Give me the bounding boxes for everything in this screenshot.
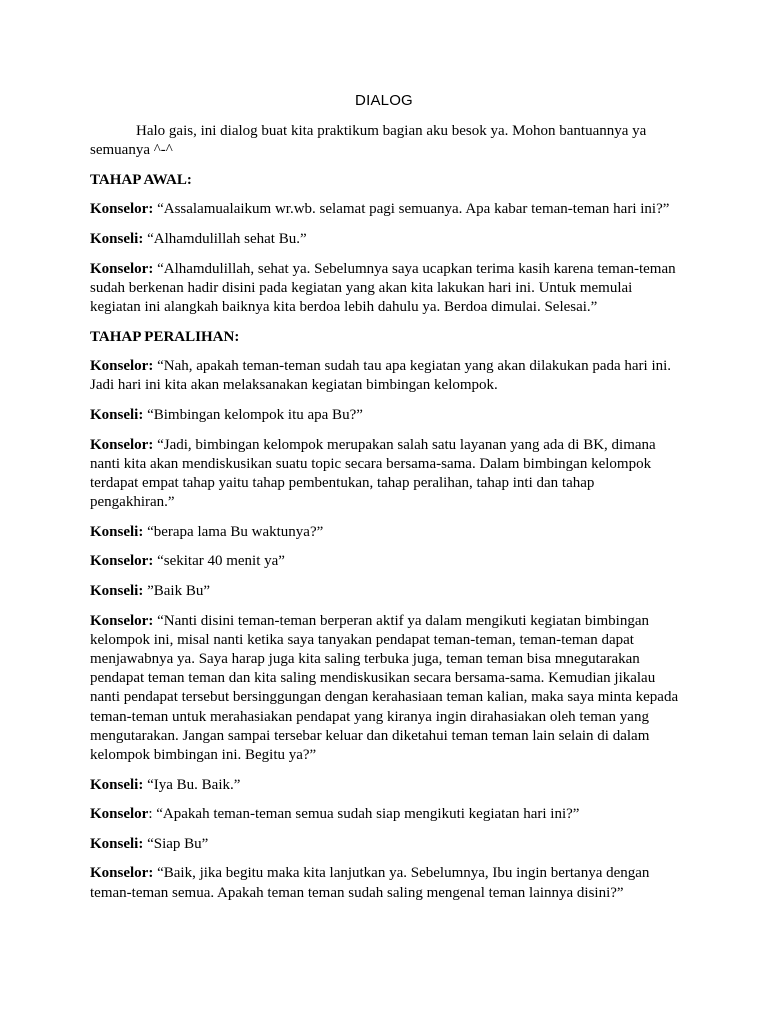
dialog-text: “Alhamdulillah, sehat ya. Sebelumnya saya ucapkan terima kasih karena teman-teman sudah berkenan hadir disini pada kegiatan yang akan kita lakukan hari ini. Untuk memulai kegiatan ini alangkah baiknya kita berdoa lebih dahulu ya. Berdoa dimulai. Selesai.” <box>90 260 676 315</box>
speaker-label: Konselor: <box>90 865 154 882</box>
speaker-label: Konselor <box>90 806 149 823</box>
speaker-label: Konseli: <box>90 523 144 540</box>
speaker-label: Konselor: <box>90 201 154 218</box>
speaker-label: Konseli: <box>90 230 144 247</box>
dialog-line <box>90 260 682 318</box>
dialog-text: “Bimbingan kelompok itu apa Bu?” <box>143 406 363 423</box>
dialog-text: ”Baik Bu” <box>143 582 210 599</box>
dialog-line <box>90 523 682 542</box>
dialog-line <box>90 835 682 854</box>
speaker-label: Konseli: <box>90 406 144 423</box>
dialog-line <box>90 776 682 795</box>
speaker-label: Konseli: <box>90 776 144 793</box>
speaker-label: Konselor: <box>90 553 154 570</box>
dialog-line <box>90 612 682 766</box>
dialog-line <box>90 582 682 601</box>
dialog-line <box>90 230 682 249</box>
dialog-text: “sekitar 40 menit ya” <box>153 553 285 570</box>
dialog-line <box>90 552 682 571</box>
document-body <box>90 122 682 913</box>
dialog-text: “Baik, jika begitu maka kita lanjutkan ya. Sebelumnya, Ibu ingin bertanya dengan teman-teman semua. Apakah teman teman sudah saling mengenal teman lainnya disini?” <box>90 865 650 901</box>
dialog-text: “Assalamualaikum wr.wb. selamat pagi semuanya. Apa kabar teman-teman hari ini?” <box>153 201 670 218</box>
section-heading: TAHAP AWAL: <box>90 171 192 188</box>
speaker-label: Konselor: <box>90 260 154 277</box>
dialog-text: “berapa lama Bu waktunya?” <box>143 523 324 540</box>
dialog-line <box>90 805 682 824</box>
dialog-line <box>90 357 682 395</box>
dialog-text: “Siap Bu” <box>143 835 209 852</box>
dialog-line <box>90 200 682 219</box>
speaker-label: Konselor: <box>90 358 154 375</box>
speaker-label: Konselor: <box>90 436 154 453</box>
dialog-text: “Nanti disini teman-teman berperan aktif ya dalam mengikuti kegiatan bimbingan kelompok ini, misal nanti ketika saya tanyakan pendapat teman-teman, teman-teman dapat menjawabnya ya. Saya harap juga kita saling terbuka juga, teman teman bisa mnegutarakan pendapat teman teman dan kita saling mendiskusikan secara bersama-sama. Kemudian jikalau nanti pendapat tersebut bersinggungan dengan kerahasiaan teman kalian, maka saya minta kepada teman-teman untuk merahasiakan pendapat yang kiranya ingin dirahasiakan oleh teman yang mengutarakan. Jangan sampai tersebar keluar dan diketahui teman teman lain selain di dalam kelompok bimbingan ini. Begitu ya?” <box>90 612 679 763</box>
dialog-text: “Iya Bu. Baik.” <box>143 776 241 793</box>
speaker-label: Konseli: <box>90 835 144 852</box>
dialog-line <box>90 406 682 425</box>
section-heading: TAHAP PERALIHAN: <box>90 328 240 345</box>
dialog-line <box>90 864 682 902</box>
dialog-text: “Jadi, bimbingan kelompok merupakan salah satu layanan yang ada di BK, dimana nanti kita akan mendiskusikan suatu topic secara bersama-sama. Dalam bimbingan kelompok terdapat empat tahap yaitu tahap pembentukan, tahap peralihan, tahap inti dan tahap pengakhiran.” <box>90 436 656 511</box>
speaker-label: Konseli: <box>90 582 144 599</box>
intro-paragraph: Halo gais, ini dialog buat kita praktikum bagian aku besok ya. Mohon bantuannya ya semuanya ^-^ <box>90 123 647 159</box>
document-title: DIALOG <box>355 92 413 109</box>
dialog-text: “Nah, apakah teman-teman sudah tau apa kegiatan yang akan dilakukan pada hari ini. Jadi hari ini kita akan melaksanakan kegiatan bimbingan kelompok. <box>90 358 672 394</box>
dialog-text: : “Apakah teman-teman semua sudah siap mengikuti kegiatan hari ini?” <box>148 806 580 823</box>
dialog-text: “Alhamdulillah sehat Bu.” <box>143 230 307 247</box>
speaker-label: Konselor: <box>90 612 154 629</box>
dialog-line <box>90 436 682 513</box>
